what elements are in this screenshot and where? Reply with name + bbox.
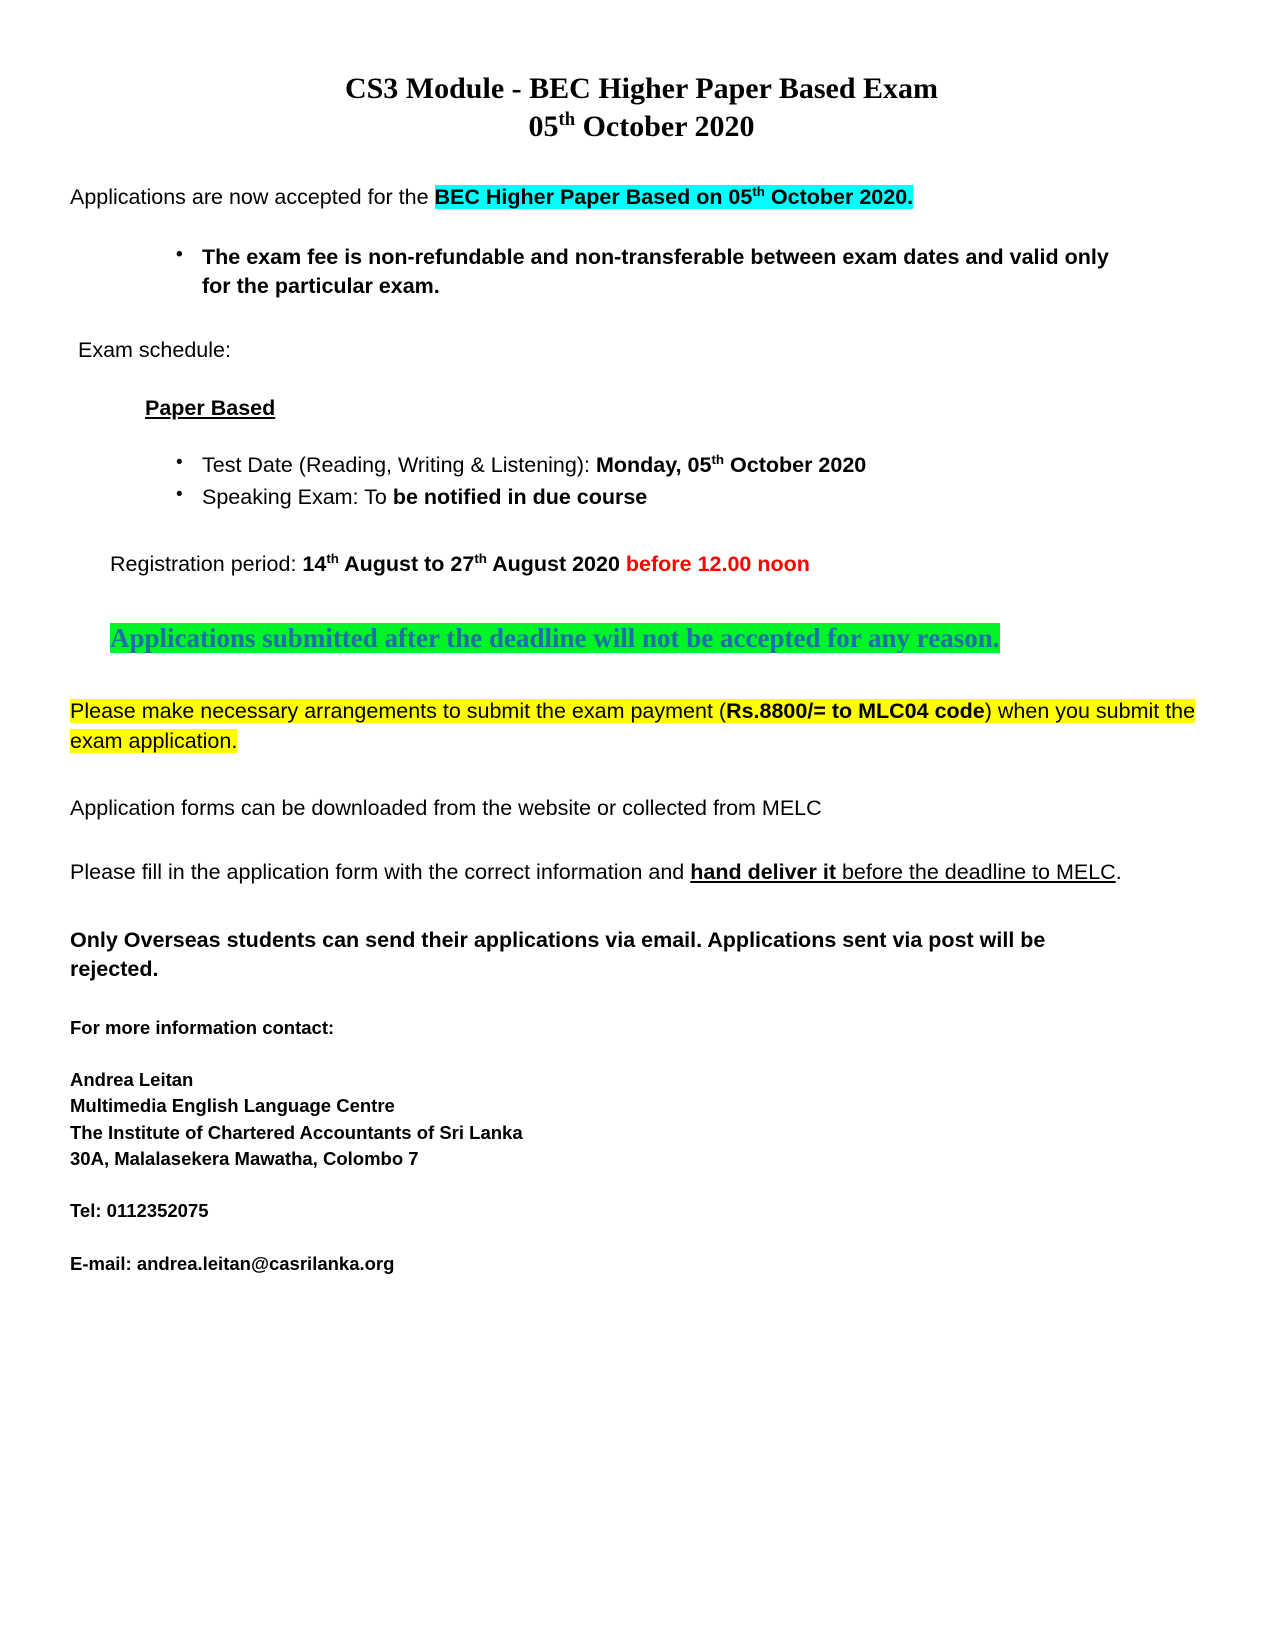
exam-schedule-label — [70, 336, 1213, 366]
contact-address: 30A, Malalasekera Mawatha, Colombo 7 — [70, 1147, 419, 1169]
deliver-notice-underline: before the deadline to MELC — [836, 859, 1116, 884]
contact-block — [70, 1067, 1213, 1172]
fee-bullet-list — [162, 243, 1118, 302]
contact-organisation: Multimedia English Language Centre — [70, 1095, 395, 1117]
contact-email: E-mail: andrea.leitan@casrilanka.org — [70, 1252, 395, 1274]
payment-notice-part1: Please make necessary arrangements to submit the exam payment ( — [70, 699, 727, 724]
contact-heading: For more information contact: — [70, 1016, 335, 1038]
contact-name: Andrea Leitan — [70, 1069, 194, 1091]
registration-dates — [302, 552, 625, 576]
registration-date-end: August 2020 — [486, 551, 626, 576]
registration-period — [70, 550, 1213, 580]
page-title — [70, 58, 1213, 145]
registration-start-ordinal: th — [326, 550, 339, 566]
registration-date-mid: August to 27 — [338, 551, 475, 576]
speaking-exam-value: be notified in due course — [392, 485, 648, 510]
fee-bullet-text: The exam fee is non-refundable and non-transferable between exam dates and valid only for the particular exam. — [202, 244, 1109, 299]
registration-date-start: 14 — [302, 551, 327, 576]
title-day: 05 — [528, 109, 559, 143]
intro-highlight-prefix: BEC Higher Paper Based on 05 — [434, 185, 753, 209]
list-item — [162, 483, 1213, 513]
intro-highlight-ordinal: th — [752, 183, 765, 199]
test-date-value-prefix: Monday, 05 — [595, 452, 712, 477]
test-date-value — [596, 453, 866, 477]
registration-label: Registration period: — [110, 551, 303, 576]
title-day-ordinal: th — [558, 108, 576, 130]
schedule-bullet-list — [162, 451, 1213, 513]
intro-lead-text: Applications are now accepted for the — [70, 185, 435, 209]
deliver-notice-part1: Please fill in the application form with the correct information and — [70, 859, 691, 884]
payment-notice — [70, 696, 1213, 756]
deliver-notice — [70, 858, 1213, 888]
list-item — [162, 243, 1118, 302]
exam-schedule-label-text: Exam schedule: — [78, 337, 231, 362]
deadline-warning-wrap — [70, 618, 1213, 659]
registration-end-ordinal: th — [474, 550, 487, 566]
list-item — [162, 451, 1213, 481]
intro-paragraph — [70, 183, 1213, 213]
intro-highlight — [435, 185, 914, 209]
test-date-label: Test Date (Reading, Writing & Listening): — [202, 452, 596, 477]
title-line-2 — [70, 108, 1213, 146]
payment-notice-part2: ) when you submit the exam application. — [70, 699, 1196, 754]
payment-amount: Rs.8800/= to MLC04 code — [726, 699, 985, 724]
forms-notice: Application forms can be downloaded from the website or collected from MELC — [70, 796, 822, 821]
contact-institute: The Institute of Chartered Accountants of Sri Lanka — [70, 1121, 523, 1143]
deadline-warning: Applications submitted after the deadline will not be accepted for any reason. — [110, 622, 1000, 653]
test-date-ordinal: th — [711, 451, 725, 467]
overseas-notice: Only Overseas students can send their applications via email. Applications sent via post will be rejected. — [70, 927, 1046, 982]
hand-deliver-emphasis: hand deliver it — [690, 859, 836, 884]
deliver-notice-period: . — [1115, 859, 1122, 884]
paper-based-heading-wrap — [70, 396, 1213, 421]
test-date-value-suffix: October 2020 — [724, 452, 867, 477]
title-month-year: October 2020 — [575, 109, 755, 143]
paper-based-heading: Paper Based — [145, 395, 276, 420]
intro-highlight-suffix: October 2020. — [764, 185, 914, 209]
registration-deadline-time: before 12.00 noon — [625, 551, 810, 576]
contact-telephone: Tel: 0112352075 — [70, 1200, 209, 1222]
title-line-1: CS3 Module - BEC Higher Paper Based Exam — [344, 72, 939, 105]
speaking-exam-label: Speaking Exam: To — [202, 485, 393, 510]
